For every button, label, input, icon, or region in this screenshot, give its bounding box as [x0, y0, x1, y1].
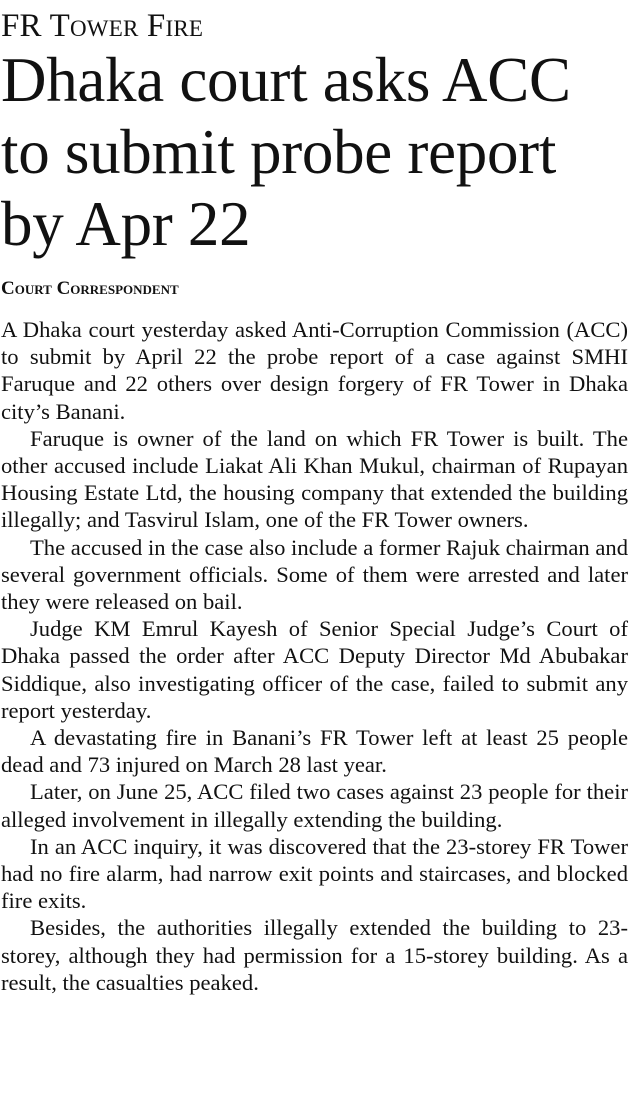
article-paragraph: Besides, the authorities illegally extended the building to 23-storey, although they had permission for a 15-storey building. As a result, the casualties peaked.: [1, 915, 628, 995]
article-headline: Dhaka court asks ACC to submit probe report by Apr 22: [1, 45, 571, 259]
article-paragraph: In an ACC inquiry, it was discovered that the 23-storey FR Tower had no fire alarm, had narrow exit points and staircases, and blocked fire exits.: [1, 833, 628, 914]
article-byline: Court Correspondent: [1, 278, 179, 299]
article-paragraph: A devastating fire in Banani’s FR Tower left at least 25 people dead and 73 injured on March 28 last year.: [1, 725, 628, 778]
article-paragraph: The accused in the case also include a former Rajuk chairman and several government officials. Some of them were arrested and later they were released on bail.: [1, 534, 628, 615]
article-kicker: FR Tower Fire: [1, 8, 204, 44]
article-paragraph: A Dhaka court yesterday asked Anti-Corruption Commission (ACC) to submit by April 22 the probe report of a case against SMHI Faruque and 22 others over design forgery of FR Tower in Dhaka city’s Banani.: [1, 317, 628, 424]
article-paragraph: Faruque is owner of the land on which FR Tower is built. The other accused include Liakat Ali Khan Mukul, chairman of Rupayan Housing Estate Ltd, the housing company that extended the building illegally; and Tasvirul Islam, one of the FR Tower owners.: [1, 425, 628, 533]
article-paragraph: Judge KM Emrul Kayesh of Senior Special Judge’s Court of Dhaka passed the order after ACC Deputy Director Md Abubakar Siddique, also investigating officer of the case, failed to submit any report yesterday.: [1, 616, 628, 723]
article-paragraph: Later, on June 25, ACC filed two cases against 23 people for their alleged involvement in illegally extending the building.: [1, 779, 628, 832]
news-article-page: [0, 8, 629, 1119]
article-body: [1, 316, 628, 996]
